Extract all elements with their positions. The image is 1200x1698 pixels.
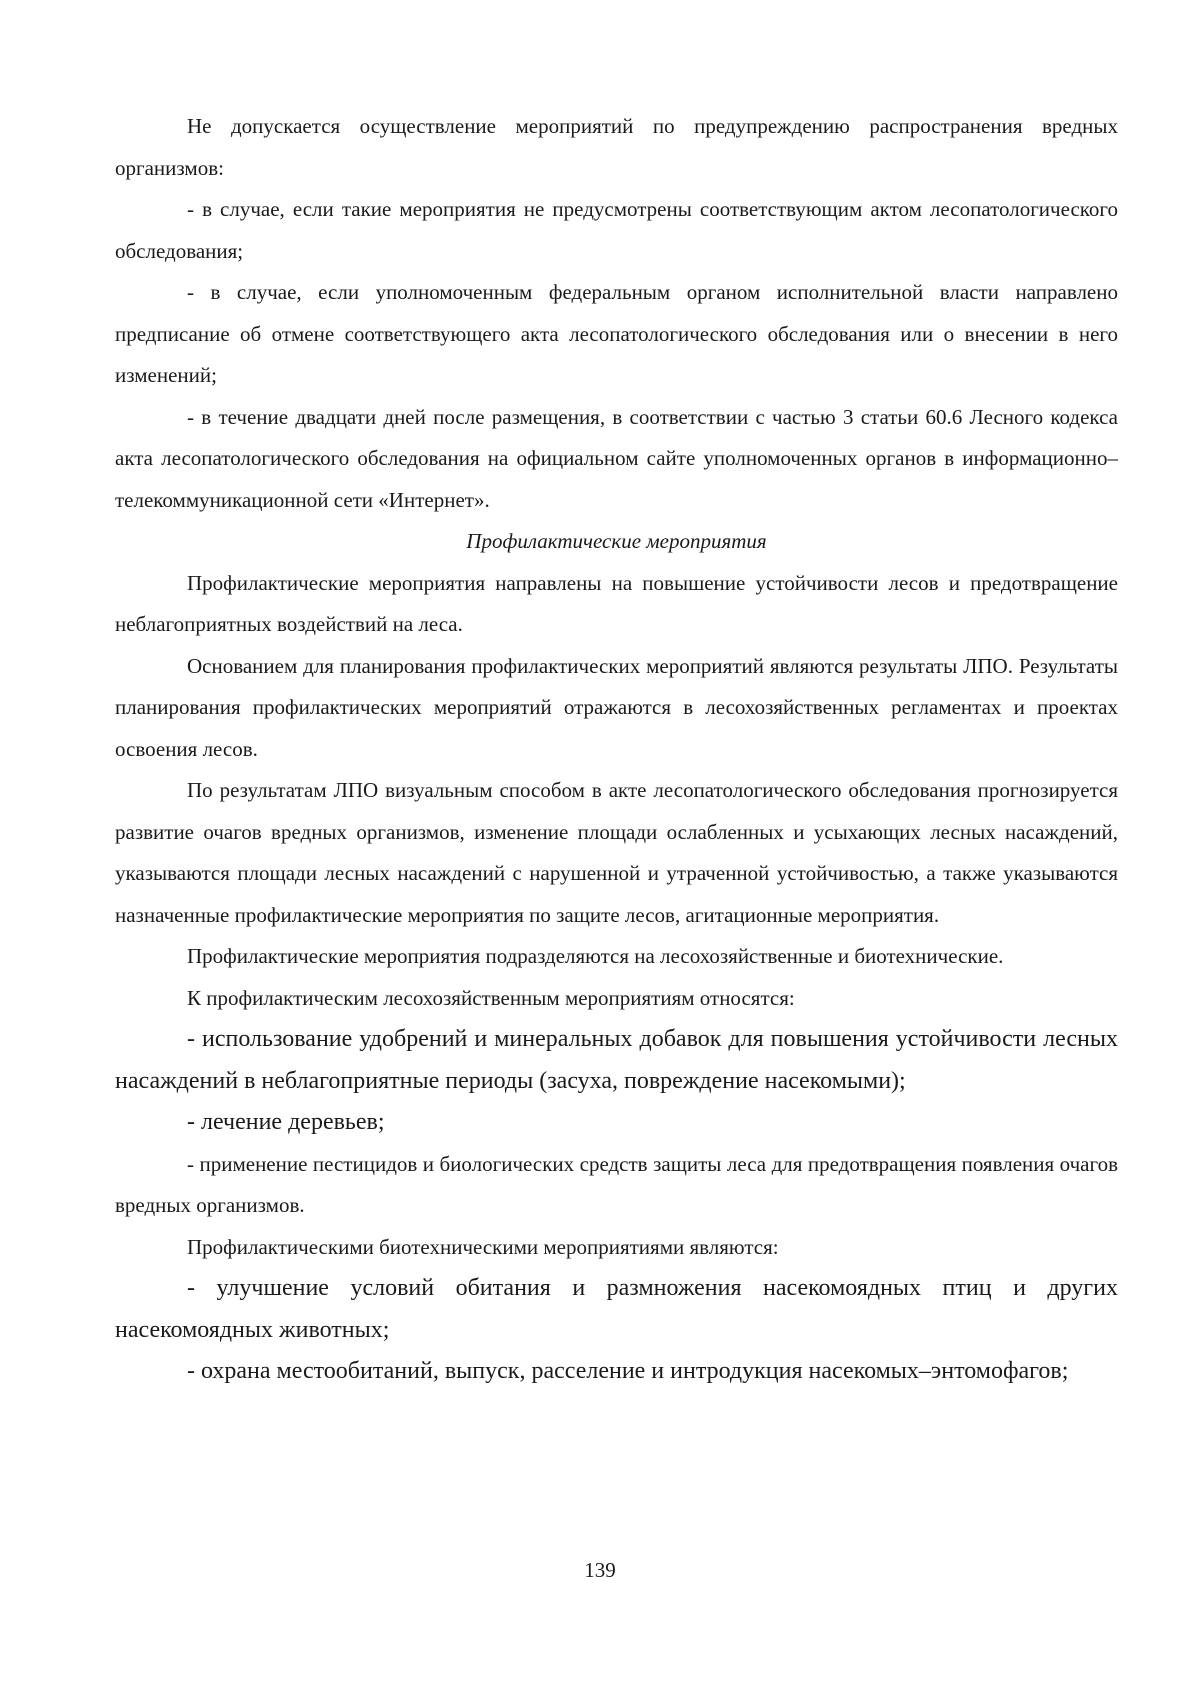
document-body: [115, 106, 1118, 1393]
list-item-pesticides: - применение пестицидов и биологических средств защиты леса для предотвращения появления очагов вредных организмов.: [115, 1151, 1118, 1217]
section-heading-preventive-measures: Профилактические мероприятия: [466, 529, 767, 553]
paragraph-preventive-purpose: Профилактические мероприятия направлены на повышение устойчивости лесов и предотвращение неблагоприятных воздействий на леса.: [115, 570, 1118, 636]
list-item-twenty-days: - в течение двадцати дней после размещения, в соответствии с частью 3 статьи 60.6 Лесного кодекса акта лесопатологического обследования на официальном сайте уполномоченных органов в информационно–телекоммуникационной сети «Интернет».: [115, 404, 1118, 512]
paragraph-biotechnical-intro: Профилактическими биотехническими мероприятиями являются:: [187, 1234, 779, 1259]
list-item-not-provided: - в случае, если такие мероприятия не предусмотрены соответствующим актом лесопатологического обследования;: [115, 197, 1118, 263]
list-item-tree-treatment: - лечение деревьев;: [187, 1109, 385, 1135]
list-item-entomophages: - охрана местообитаний, выпуск, расселение и интродукция насекомых–энтомофагов;: [187, 1358, 1069, 1384]
paragraph-measures-division: Профилактические мероприятия подразделяются на лесохозяйственные и биотехнические.: [187, 944, 1004, 968]
paragraph-lpo-results: По результатам ЛПО визуальным способом в акте лесопатологического обследования прогнозируется развитие очагов вредных организмов, изменение площади ослабленных и усыхающих лесных насаждений, указываются площади лесных насаждений с нарушенной и утраченной устойчивостью, а также указываются назначенные профилактические мероприятия по защите лесов, агитационные мероприятия.: [115, 778, 1118, 927]
paragraph-planning-basis: Основанием для планирования профилактических мероприятий являются результаты ЛПО. Результаты планирования профилактических мероприятий отражаются в лесохозяйственных регламентах и проектах освоения лесов.: [115, 653, 1118, 761]
list-item-bird-habitat: - улучшение условий обитания и размножения насекомоядных птиц и других насекомоядных животных;: [115, 1275, 1118, 1343]
list-item-fertilizers: - использование удобрений и минеральных добавок для повышения устойчивости лесных насаждений в неблагоприятные периоды (засуха, повреждение насекомыми);: [115, 1026, 1118, 1094]
paragraph-forestry-measures-intro: К профилактическим лесохозяйственным мероприятиям относятся:: [187, 985, 795, 1010]
paragraph-prohibition-intro: Не допускается осуществление мероприятий по предупреждению распространения вредных организмов:: [115, 114, 1118, 180]
list-item-cancellation-order: - в случае, если уполномоченным федеральным органом исполнительной власти направлено предписание об отмене соответствующего акта лесопатологического обследования или о внесении в него изменений;: [115, 280, 1118, 387]
page-number: 139: [584, 1558, 616, 1582]
